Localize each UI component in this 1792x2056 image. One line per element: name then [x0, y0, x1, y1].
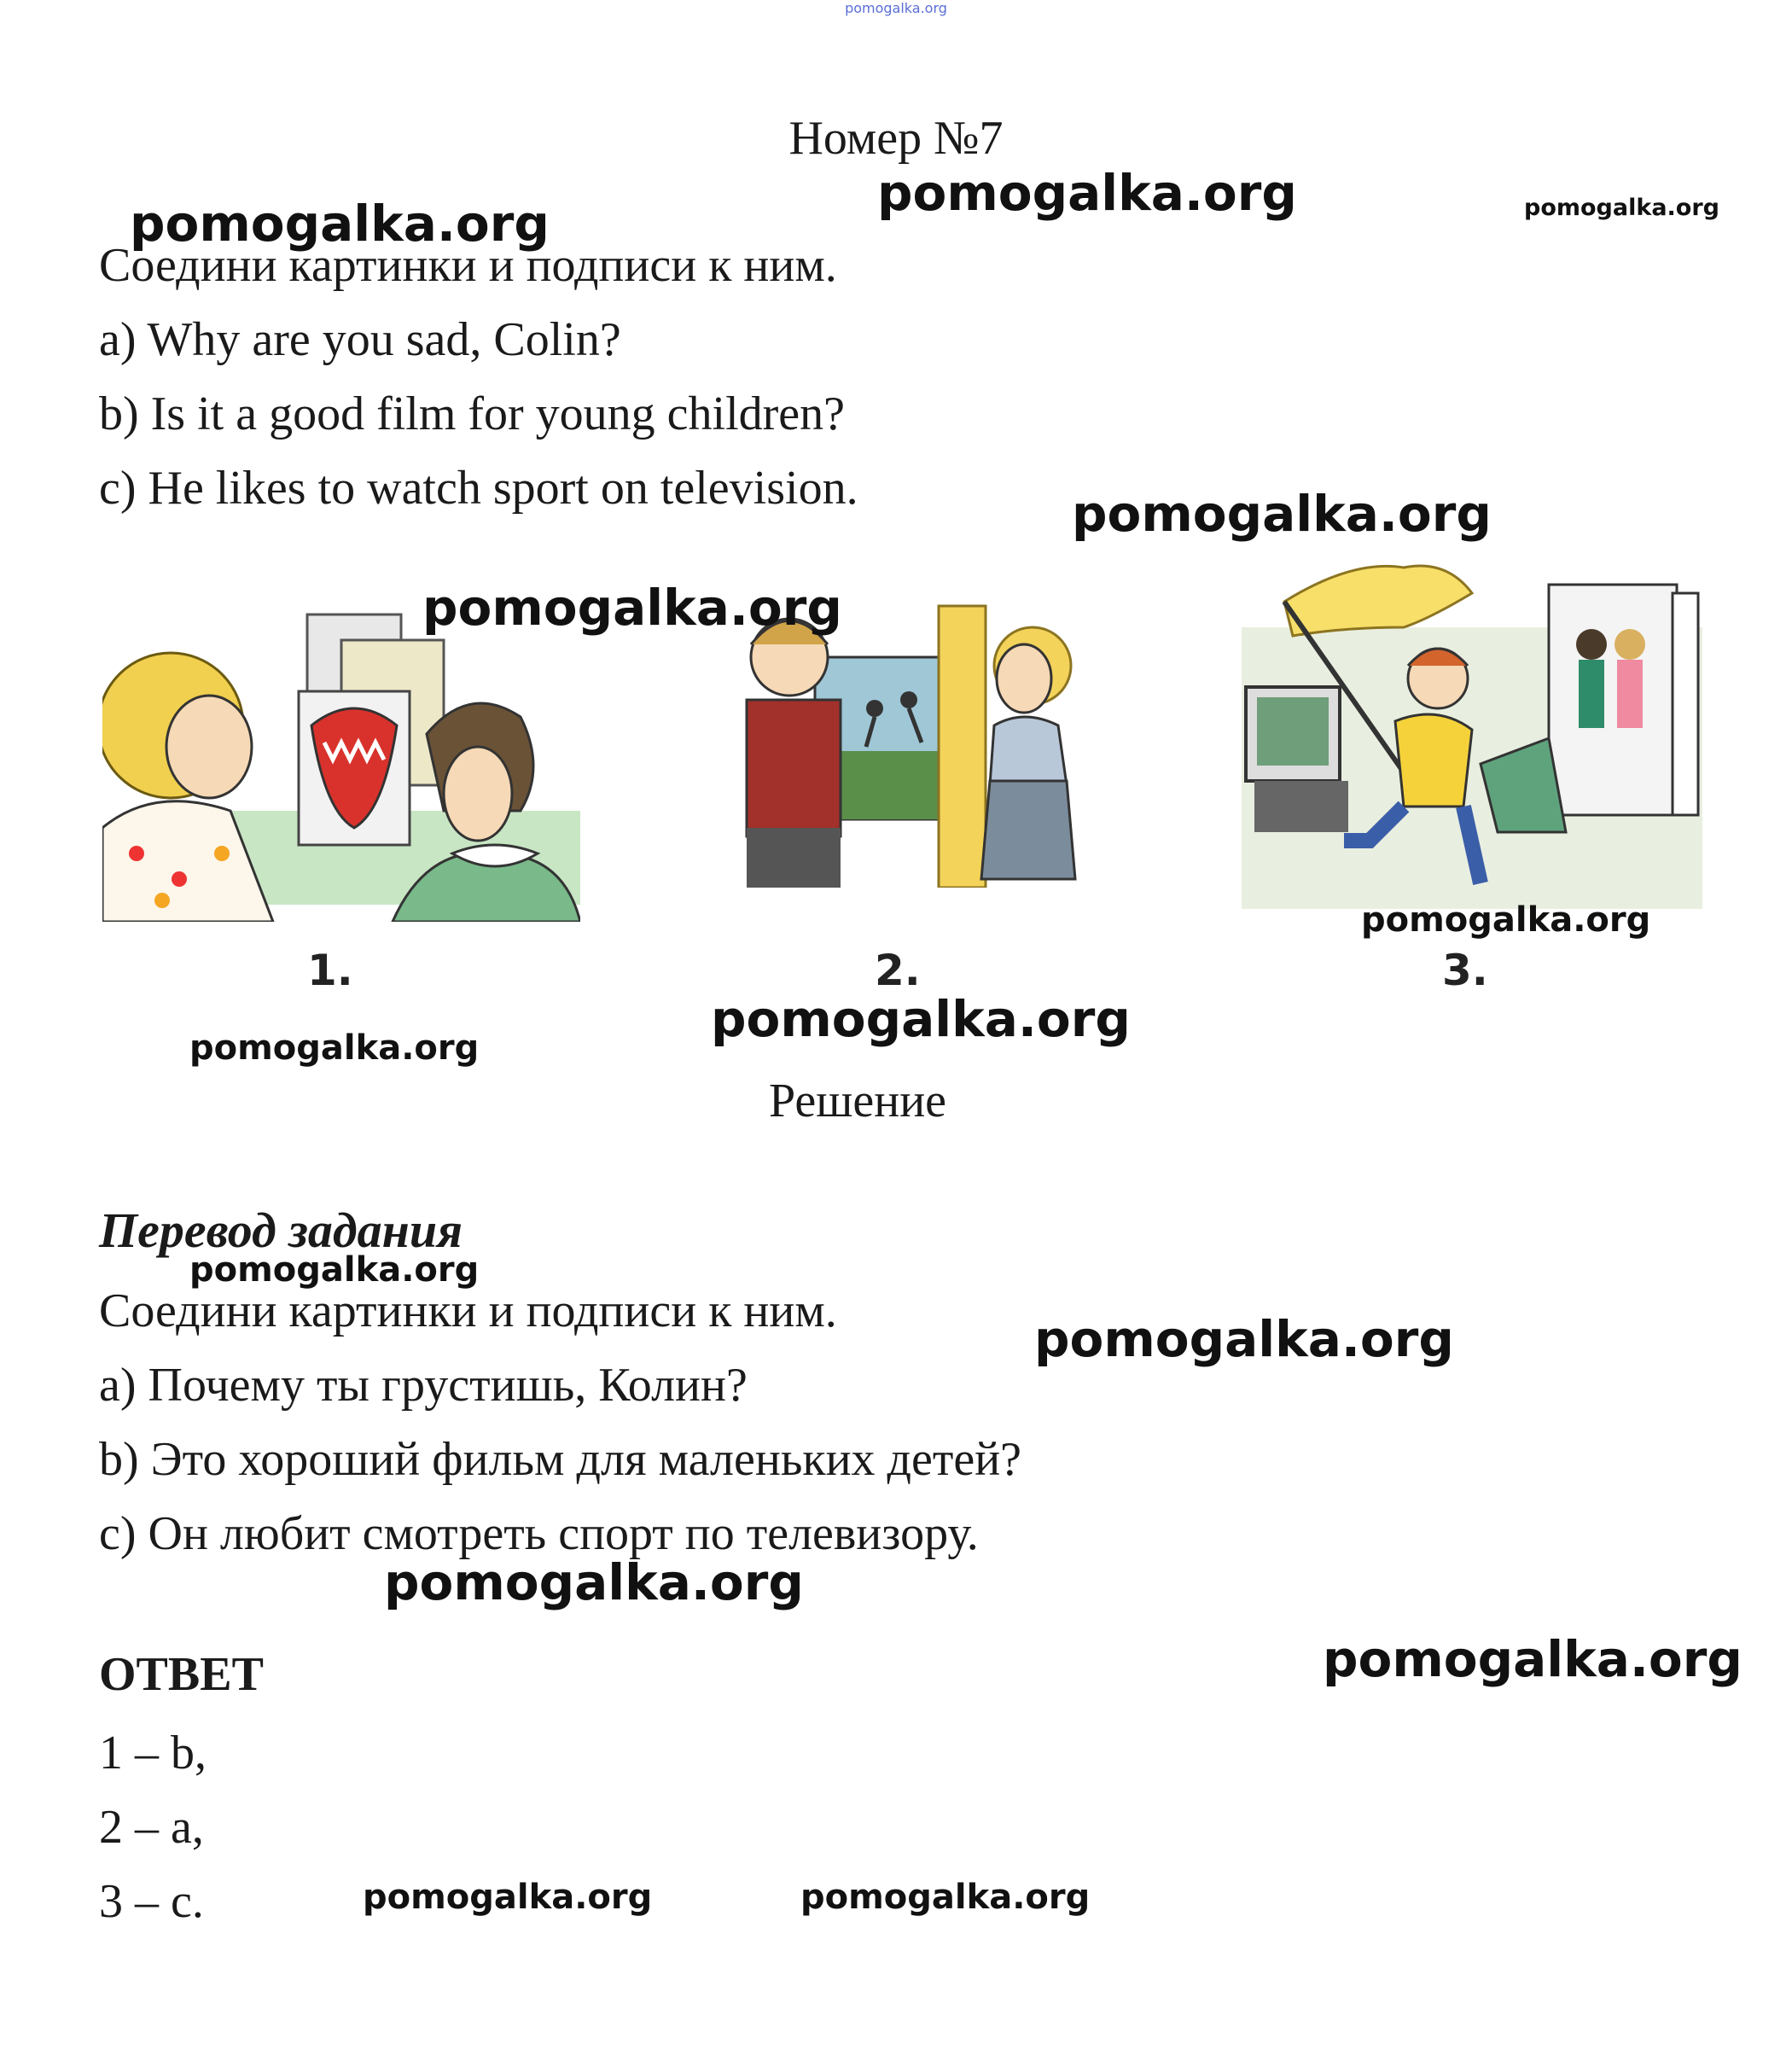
answer-heading: ОТВЕТ — [99, 1648, 264, 1701]
watermark-top: pomogalka.org — [845, 0, 947, 16]
picture-label-2: 2. — [875, 946, 921, 995]
watermark: pomogalka.org — [130, 195, 550, 253]
picture-label-3: 3. — [1442, 946, 1488, 995]
task-item-a: a) Why are you sad, Colin? — [99, 313, 621, 366]
watermark: pomogalka.org — [189, 1028, 480, 1068]
watermark: pomogalka.org — [800, 1878, 1091, 1917]
watermark: pomogalka.org — [363, 1878, 653, 1917]
watermark: pomogalka.org — [1361, 900, 1651, 940]
watermark: pomogalka.org — [1323, 1630, 1743, 1688]
translation-item-b: b) Это хороший фильм для маленьких детей? — [99, 1433, 1022, 1486]
watermark: pomogalka.org — [1524, 195, 1719, 221]
task-instruction: Соедини картинки и подписи к ним. — [99, 239, 837, 292]
translation-instruction: Соедини картинки и подписи к ним. — [99, 1284, 837, 1337]
translation-heading: Перевод задания — [99, 1203, 463, 1258]
watermark: pomogalka.org — [189, 1250, 480, 1290]
watermark: pomogalka.org — [711, 990, 1131, 1048]
picture-3-boy-tv-sport — [1242, 550, 1702, 909]
picture-label-1: 1. — [307, 946, 353, 995]
translation-item-c: c) Он любит смотреть спорт по телевизору. — [99, 1507, 979, 1560]
picture-2-boy-window — [730, 597, 1088, 888]
watermark: pomogalka.org — [877, 164, 1297, 222]
translation-item-a: a) Почему ты грустишь, Колин? — [99, 1359, 748, 1412]
watermark: pomogalka.org — [422, 579, 842, 637]
picture-1-film-poster — [102, 597, 580, 922]
watermark: pomogalka.org — [1072, 485, 1492, 543]
answer-item-2: 2 – a, — [99, 1801, 204, 1854]
answer-item-1: 1 – b, — [99, 1727, 207, 1779]
watermark: pomogalka.org — [384, 1553, 804, 1611]
watermark: pomogalka.org — [1034, 1310, 1454, 1368]
task-item-c: c) He likes to watch sport on television. — [99, 462, 858, 515]
solution-heading: Решение — [768, 1075, 947, 1127]
answer-item-3: 3 – c. — [99, 1875, 204, 1928]
task-item-b: b) Is it a good film for young children? — [99, 387, 846, 440]
page-title: Номер №7 — [788, 112, 1004, 165]
